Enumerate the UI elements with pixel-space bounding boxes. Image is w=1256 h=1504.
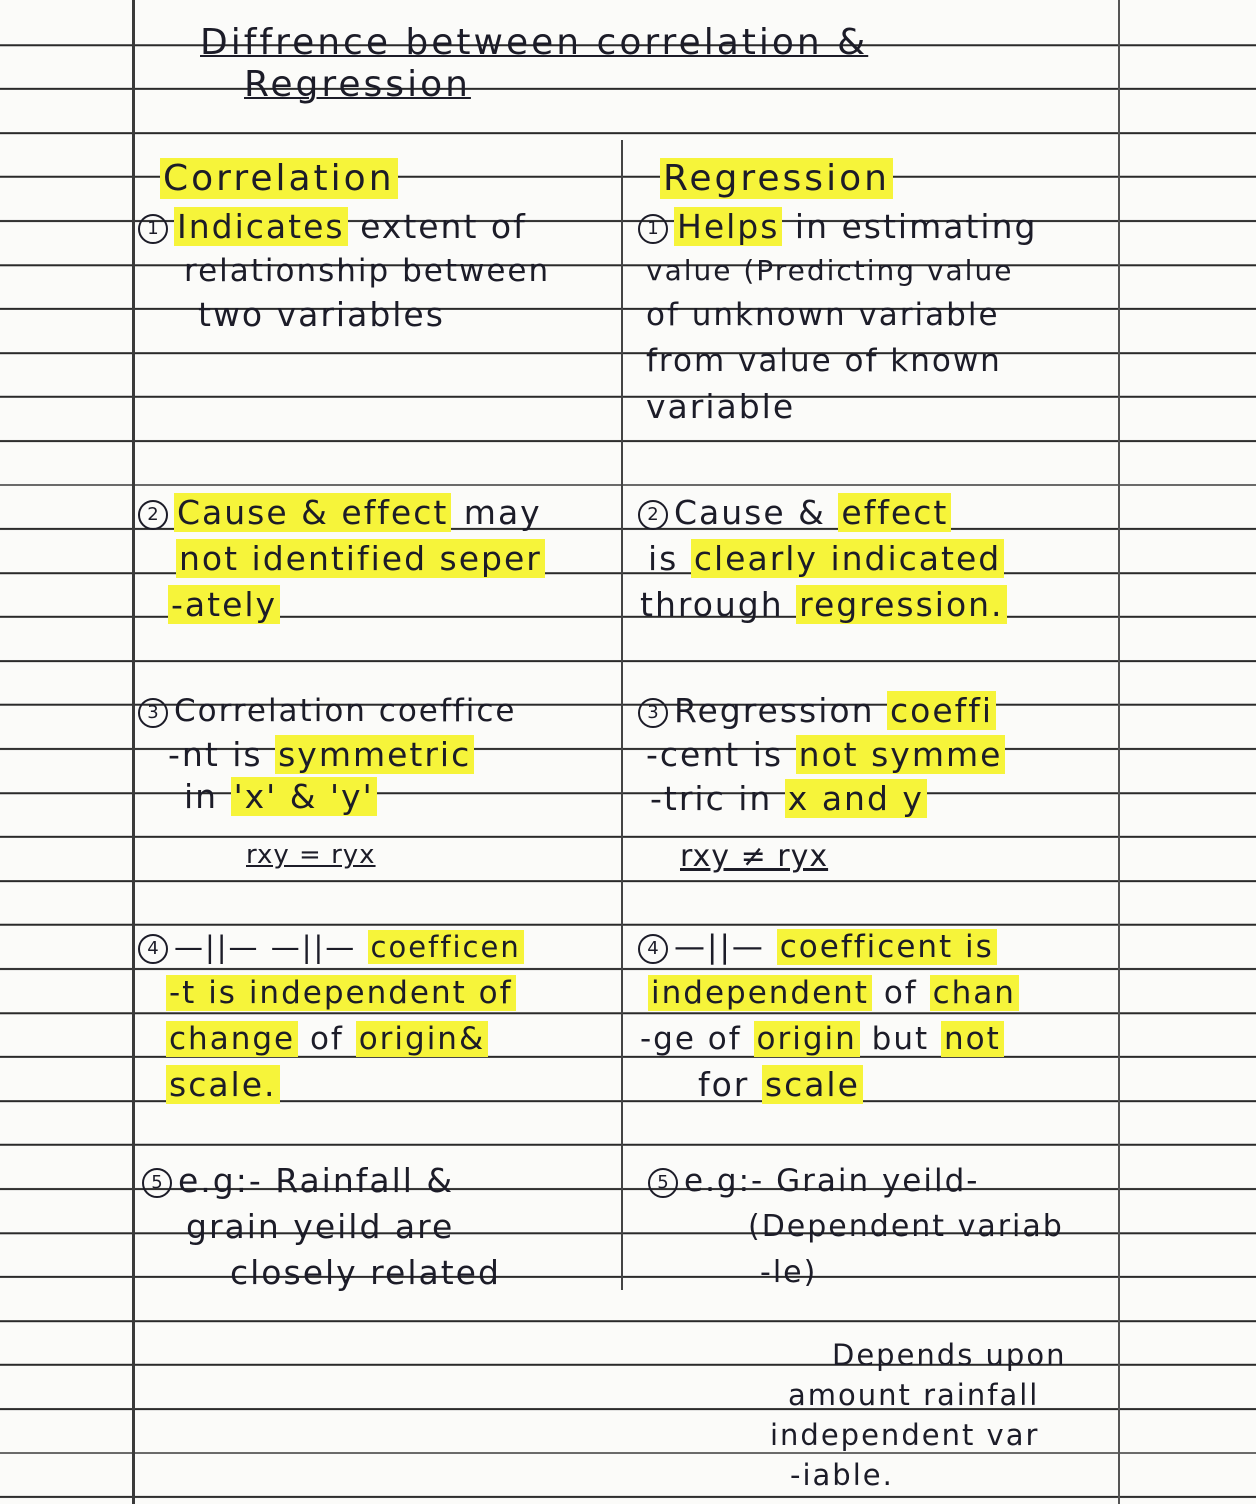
p2-left-number: 2	[138, 500, 168, 530]
p3-left-line-1	[138, 690, 516, 732]
p4-right-highlight-1: coefficent is	[777, 929, 997, 965]
p1-left-line-1	[138, 206, 527, 248]
p2-left-highlight-3: -ately	[168, 585, 280, 624]
header-regression	[660, 158, 893, 200]
p3-left-line-2	[168, 734, 474, 776]
p4-right-text-3: -ge of	[640, 1021, 754, 1057]
p5-right-text-1: e.g:- Grain yeild-	[684, 1163, 980, 1199]
p1-right-line-4: from value of known	[646, 343, 1002, 379]
p3-right-line-2	[646, 734, 1005, 776]
p5-right-number: 5	[648, 1168, 678, 1198]
p2-right-highlight-2: clearly indicated	[691, 539, 1004, 578]
p3-left-text-3: in	[184, 777, 231, 816]
p5-right-line-2: (Dependent variab	[748, 1209, 1064, 1244]
p3-right-text-2: -cent is	[646, 735, 796, 774]
p3-left-formula: rxy = ryx	[246, 840, 376, 870]
header-correlation	[160, 158, 398, 200]
p4-left-text-1: —||— —||—	[174, 930, 368, 964]
p3-right-formula: rxy ≠ ryx	[680, 839, 829, 874]
p1-right-number: 1	[638, 214, 668, 244]
p5-right-line-6: independent var	[770, 1418, 1040, 1452]
p3-left-line-3	[184, 776, 377, 818]
p2-left-highlight-2: not identified seper	[176, 539, 545, 578]
p4-right-highlight-2b: chan	[930, 975, 1019, 1011]
p4-left-line-2	[166, 972, 516, 1014]
p1-left-text: extent of	[347, 207, 527, 246]
p2-right-number: 2	[638, 500, 668, 530]
p4-right-text-3b: but	[859, 1021, 941, 1057]
p2-left-text-1: may	[451, 493, 542, 532]
p1-left-line-3: two variables	[198, 295, 445, 334]
p1-right-line-5: variable	[646, 387, 796, 426]
p5-right-line-7: -iable.	[790, 1458, 894, 1492]
p4-right-text-1: —||—	[674, 929, 777, 965]
p4-right-text-2: of	[871, 975, 930, 1011]
page-right-edge	[1118, 0, 1120, 1504]
p2-right-text-3: through	[640, 585, 797, 624]
p4-left-line-4	[166, 1064, 280, 1106]
p1-right-highlight: Helps	[674, 207, 782, 246]
p3-left-text-1: Correlation coeffice	[174, 693, 517, 729]
p2-right-text-1: Cause &	[674, 493, 839, 532]
p3-right-line-1	[638, 690, 996, 732]
p4-right-highlight-2a: independent	[648, 975, 872, 1011]
p4-left-highlight-3a: change	[166, 1021, 298, 1057]
p2-right-highlight-3: regression.	[796, 585, 1006, 624]
p2-right-text-2: is	[648, 539, 691, 578]
p2-right-line-3	[640, 584, 1007, 626]
p3-right-highlight-3: x and y	[785, 779, 927, 818]
p2-left-line-1	[138, 492, 542, 534]
p3-left-number: 3	[138, 698, 168, 728]
title-line-1: Diffrence between correlation &	[200, 22, 869, 63]
p4-right-line-3	[640, 1018, 1004, 1060]
p3-left-highlight-2: symmetric	[275, 735, 474, 774]
p5-right-line-1	[648, 1160, 979, 1202]
p5-right-line-5: amount rainfall	[788, 1378, 1040, 1412]
p2-left-line-2	[176, 538, 545, 580]
p3-right-highlight-2: not symme	[796, 735, 1006, 774]
p4-left-text-3: of	[298, 1021, 356, 1057]
p1-right-line-2: value (Predicting value	[646, 254, 1014, 287]
title-line-2: Regression	[244, 64, 471, 105]
header-regression-text: Regression	[660, 158, 893, 199]
p4-right-text-4: for	[698, 1065, 762, 1104]
p4-left-highlight-2: -t is independent of	[166, 975, 516, 1011]
p1-right-line-3: of unknown variable	[646, 297, 1000, 333]
p4-right-highlight-3: origin	[754, 1021, 860, 1057]
margin-line	[132, 0, 135, 1504]
p4-left-line-3	[166, 1018, 488, 1060]
p2-right-line-2	[648, 538, 1004, 580]
p2-right-highlight-1: effect	[838, 493, 951, 532]
p2-left-highlight-1: Cause & effect	[174, 493, 451, 532]
p1-left-line-2: relationship between	[184, 253, 551, 289]
p3-right-highlight-1: coeffi	[887, 691, 996, 730]
p4-left-highlight-4: scale.	[166, 1065, 280, 1104]
p3-right-text-3: -tric in	[650, 779, 785, 818]
p1-left-highlight: Indicates	[174, 207, 348, 246]
p5-left-text-1: e.g:- Rainfall &	[178, 1161, 455, 1200]
p4-right-line-4	[698, 1064, 863, 1106]
p4-right-line-2	[648, 972, 1019, 1014]
header-correlation-text: Correlation	[160, 158, 398, 199]
p4-right-highlight-4: scale	[762, 1065, 863, 1104]
p1-right-line-1	[638, 206, 1037, 248]
p3-right-text-1: Regression	[674, 691, 887, 730]
p4-right-number: 4	[638, 934, 668, 964]
p5-right-line-4: Depends upon	[832, 1338, 1067, 1372]
p3-left-highlight-3: 'x' & 'y'	[231, 777, 377, 816]
p4-right-line-1	[638, 926, 997, 968]
p4-right-highlight-3b: not	[941, 1021, 1004, 1057]
p3-left-text-2: -nt is	[168, 735, 276, 774]
p2-left-line-3	[168, 584, 280, 626]
p5-left-line-3: closely related	[230, 1253, 501, 1292]
p5-left-line-2: grain yeild are	[186, 1207, 455, 1246]
p4-left-highlight-1: coefficen	[368, 930, 524, 964]
column-divider	[621, 140, 623, 1290]
p5-left-number: 5	[142, 1168, 172, 1198]
p3-right-line-3	[650, 778, 927, 820]
p5-right-line-3: -le)	[760, 1255, 818, 1290]
p4-left-highlight-3b: origin&	[356, 1021, 488, 1057]
p3-right-number: 3	[638, 698, 668, 728]
p5-left-line-1	[142, 1160, 454, 1202]
p1-left-number: 1	[138, 214, 168, 244]
p4-left-line-1	[138, 926, 524, 968]
p4-left-number: 4	[138, 934, 168, 964]
p1-right-text: in estimating	[782, 207, 1038, 246]
p2-right-line-1	[638, 492, 951, 534]
